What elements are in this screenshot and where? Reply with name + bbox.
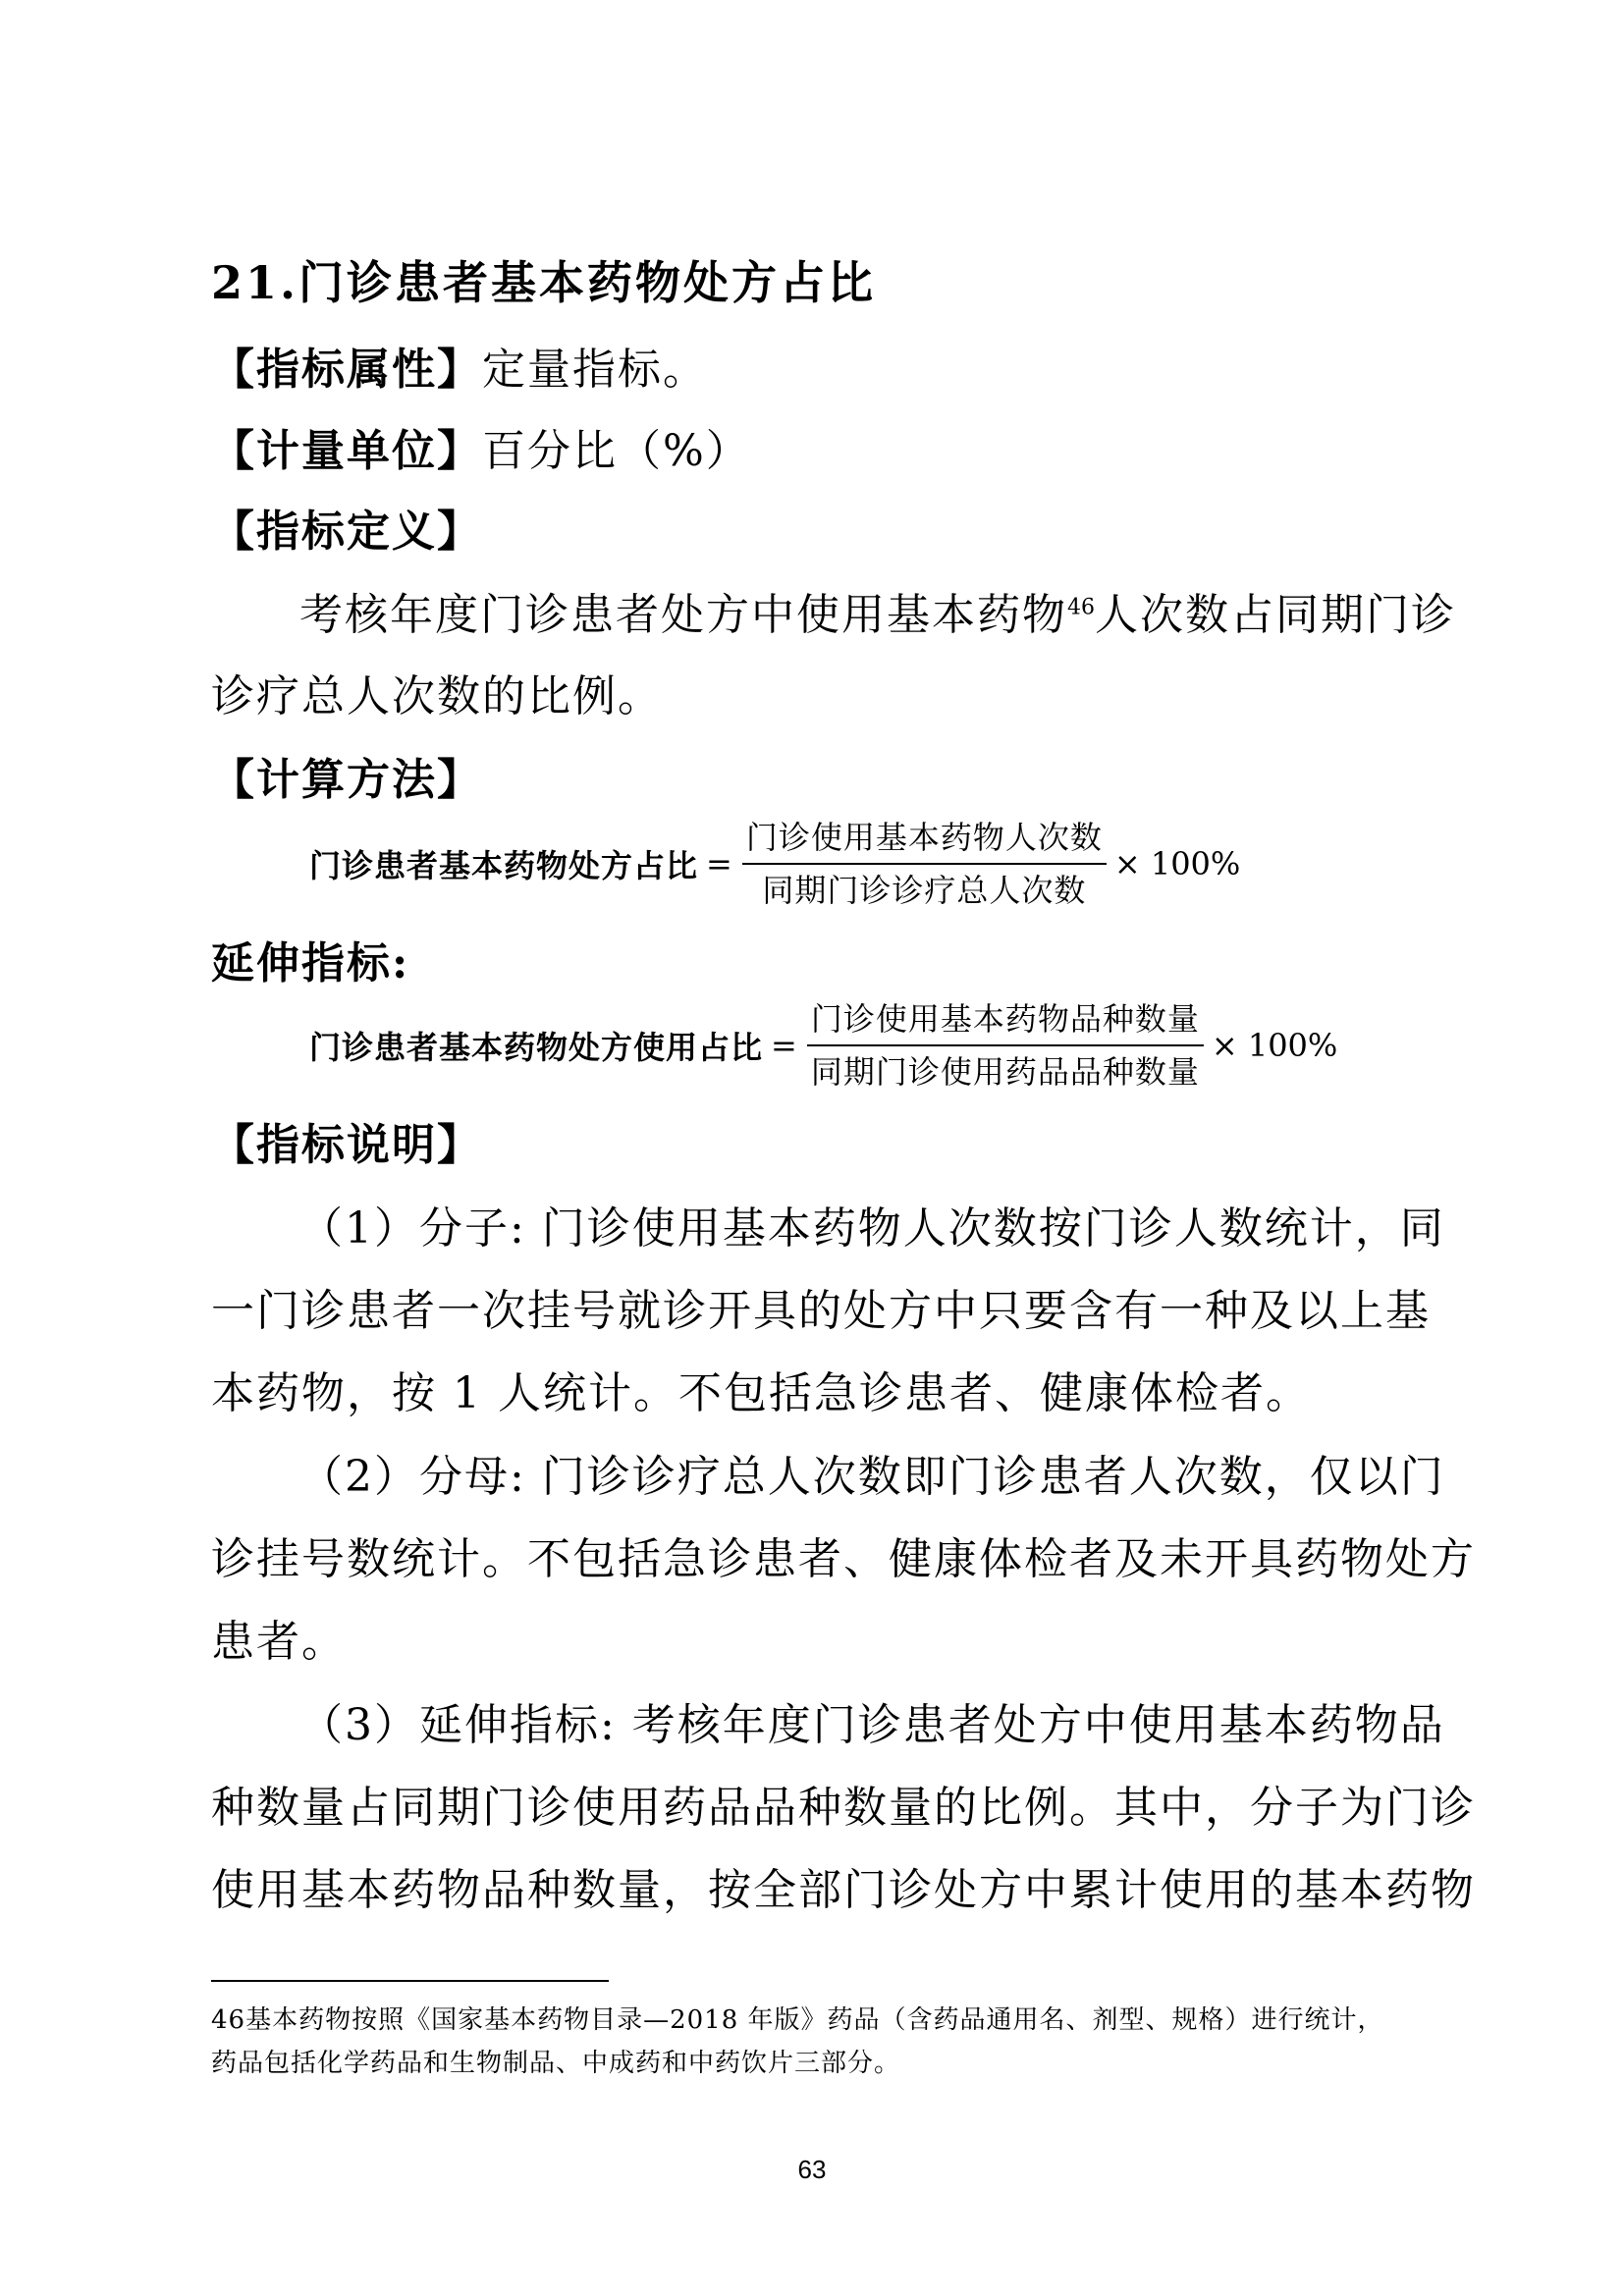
formula-equals: =	[706, 845, 732, 882]
explanation-label: 【指标说明】	[211, 1120, 482, 1170]
footnote-divider	[211, 1980, 609, 1982]
definition-label: 【指标定义】	[211, 507, 482, 557]
extension-formula-lhs: 门诊患者基本药物处方使用占比	[309, 1029, 764, 1066]
unit-label: 【计量单位】	[211, 426, 482, 476]
formula-fraction	[742, 818, 1107, 910]
explanation-item3-line-3: 使用基本药物品种数量，按全部门诊处方中累计使用的基本药物	[211, 1865, 1476, 1915]
extension-formula-numerator: 门诊使用基本药物品种数量	[807, 999, 1204, 1046]
definition-line-1	[299, 586, 1456, 645]
section-title: 21.门诊患者基本药物处方占比	[211, 256, 877, 309]
formula-multiplier: × 100%	[1113, 845, 1241, 882]
unit-value: 百分比（%）	[482, 426, 751, 476]
attribute-row	[211, 341, 708, 400]
attribute-label: 【指标属性】	[211, 345, 482, 395]
extension-label: 延伸指标:	[211, 938, 410, 988]
extension-formula	[309, 999, 1337, 1092]
formula-numerator: 门诊使用基本药物人次数	[742, 818, 1107, 865]
definition-text-before-ref: 考核年度门诊患者处方中使用基本药物	[299, 590, 1067, 640]
formula-lhs: 门诊患者基本药物处方占比	[309, 847, 699, 884]
explanation-item1-line-3: 本药物，按 1 人统计。不包括急诊患者、健康体检者。	[211, 1368, 1311, 1418]
calculation-formula	[309, 818, 1240, 910]
explanation-item2-line-1: （2）分母: 门诊诊疗总人次数即门诊患者人次数，仅以门	[299, 1452, 1445, 1502]
extension-formula-fraction	[807, 999, 1204, 1092]
explanation-item3-line-2: 种数量占同期门诊使用药品品种数量的比例。其中，分子为门诊	[211, 1783, 1476, 1833]
extension-formula-denominator: 同期门诊使用药品品种数量	[810, 1053, 1200, 1091]
definition-text-after-ref: 人次数占同期门诊	[1095, 590, 1456, 640]
extension-formula-equals: =	[771, 1027, 797, 1064]
explanation-item1-line-2: 一门诊患者一次挂号就诊开具的处方中只要含有一种及以上基	[211, 1286, 1431, 1336]
formula-denominator: 同期门诊诊疗总人次数	[762, 872, 1087, 909]
explanation-item2-line-3: 患者。	[211, 1617, 347, 1667]
explanation-item3-line-1: （3）延伸指标: 考核年度门诊患者处方中使用基本药物品	[299, 1700, 1445, 1750]
footnote-line-2: 药品包括化学药品和生物制品、中成药和中药饮片三部分。	[211, 2049, 901, 2078]
extension-formula-multiplier: × 100%	[1211, 1027, 1338, 1064]
calculation-label: 【计算方法】	[211, 755, 482, 805]
attribute-value: 定量指标。	[482, 345, 708, 395]
page-number: 63	[797, 2155, 827, 2184]
footnote-line-1: 46基本药物按照《国家基本药物目录—2018 年版》药品（含药品通用名、剂型、规格）进行统计，	[211, 2005, 1384, 2035]
unit-row	[211, 422, 751, 481]
explanation-item2-line-2: 诊挂号数统计。不包括急诊患者、健康体检者及未开具药物处方	[211, 1534, 1476, 1584]
explanation-item1-line-1: （1）分子: 门诊使用基本药物人次数按门诊人数统计，同	[299, 1203, 1445, 1254]
definition-line-2: 诊疗总人次数的比例。	[211, 671, 663, 721]
footnote-reference[interactable]: 46	[1067, 595, 1095, 620]
